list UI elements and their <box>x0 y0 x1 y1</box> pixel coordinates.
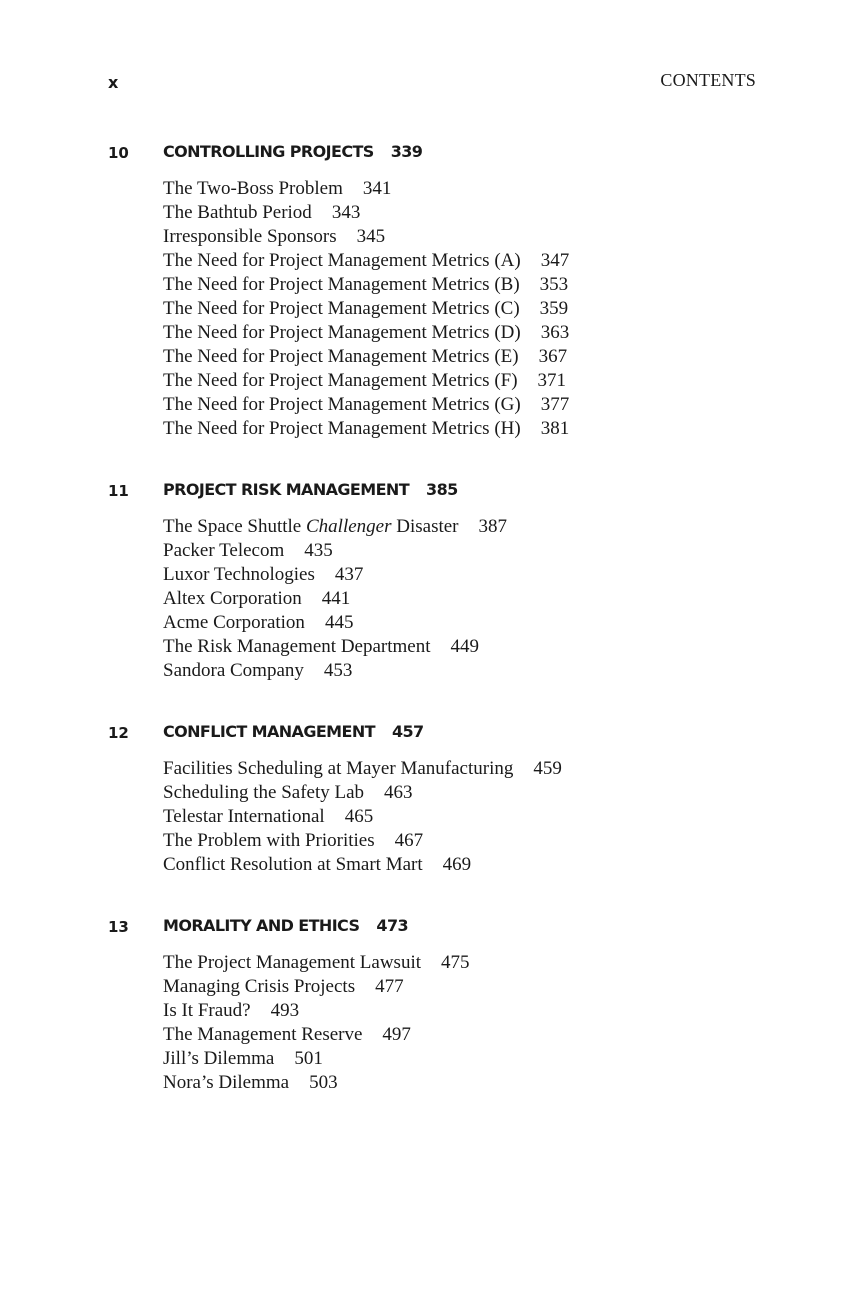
chapter-title: MORALITY AND ETHICS <box>163 916 360 935</box>
toc-entry[interactable] <box>163 587 808 611</box>
entry-page: 469 <box>442 854 472 875</box>
entry-page: 475 <box>441 952 470 973</box>
toc-entry[interactable] <box>163 611 808 635</box>
toc-entry[interactable] <box>163 805 808 829</box>
entry-title: Facilities Scheduling at Mayer Manufacturing <box>163 758 514 779</box>
entry-page: 341 <box>362 178 392 199</box>
toc-entry[interactable] <box>163 273 808 297</box>
toc-entry[interactable] <box>163 999 808 1023</box>
toc-entry[interactable] <box>163 539 808 563</box>
toc-entry[interactable] <box>163 321 808 345</box>
entry-page: 343 <box>331 202 361 223</box>
chapter-heading[interactable] <box>108 720 808 744</box>
toc-entry[interactable] <box>163 659 808 683</box>
entry-title: Nora’s Dilemma <box>163 1072 290 1093</box>
entry-title: Sandora Company <box>163 660 304 681</box>
entry-title: Acme Corporation <box>163 612 305 633</box>
chapter-12 <box>108 720 808 877</box>
chapter-page: 457 <box>391 722 424 741</box>
chapter-11 <box>108 478 808 683</box>
entry-title: The Need for Project Management Metrics (D) <box>163 322 521 343</box>
chapter-page: 385 <box>426 480 458 499</box>
entry-page: 501 <box>294 1048 323 1069</box>
toc-entry[interactable] <box>163 225 808 249</box>
toc-entry[interactable] <box>163 829 808 853</box>
entry-title: The Need for Project Management Metrics (F) <box>163 370 518 391</box>
entry-page: 345 <box>356 226 386 247</box>
entry-page: 371 <box>537 370 567 391</box>
entry-title: Jill’s Dilemma <box>163 1048 275 1069</box>
entry-page: 445 <box>324 612 354 633</box>
chapter-title: CONFLICT MANAGEMENT <box>163 722 375 741</box>
entry-page: 381 <box>540 418 570 439</box>
entry-page: 441 <box>321 588 351 609</box>
entry-page: 493 <box>270 1000 300 1021</box>
entry-title: The Bathtub Period <box>163 202 312 223</box>
toc-entry[interactable] <box>163 1047 808 1071</box>
toc-entry[interactable] <box>163 853 808 877</box>
entry-page: 467 <box>394 830 424 851</box>
entry-list <box>163 951 808 1095</box>
entry-title: Irresponsible Sponsors <box>163 226 337 247</box>
entry-page: 463 <box>384 782 413 803</box>
chapter-heading[interactable] <box>108 914 808 938</box>
chapter-number: 11 <box>108 482 129 500</box>
entry-page: 363 <box>540 322 570 343</box>
toc-entry[interactable] <box>163 249 808 273</box>
entry-title: The Need for Project Management Metrics (B) <box>163 274 520 295</box>
chapter-page: 339 <box>390 142 423 161</box>
entry-page: 347 <box>540 250 570 271</box>
entry-title: The Project Management Lawsuit <box>163 952 422 973</box>
toc-entry[interactable] <box>163 781 808 805</box>
entry-title: The Risk Management Department <box>163 636 431 657</box>
entry-page: 367 <box>538 346 568 367</box>
entry-title: Telestar International <box>163 806 325 827</box>
entry-title: The Need for Project Management Metrics (E) <box>163 346 519 367</box>
entry-title: Managing Crisis Projects <box>163 976 356 997</box>
entry-page: 377 <box>540 394 570 415</box>
entry-title: Packer Telecom <box>163 540 285 561</box>
chapter-title-line <box>163 480 458 499</box>
chapter-number: 13 <box>108 918 129 936</box>
chapter-13 <box>108 914 808 1095</box>
chapter-title-line <box>163 722 424 741</box>
chapter-title: CONTROLLING PROJECTS <box>163 142 374 161</box>
entry-title: The Problem with Priorities <box>163 830 375 851</box>
running-title: CONTENTS <box>660 70 756 90</box>
entry-title: Conflict Resolution at Smart Mart <box>163 854 423 875</box>
toc-entry[interactable] <box>163 951 808 975</box>
entry-title-italic: Challenger <box>306 516 392 537</box>
chapter-title-line <box>163 142 422 161</box>
chapter-10 <box>108 140 808 441</box>
chapter-heading[interactable] <box>108 140 808 164</box>
entry-list <box>163 515 808 683</box>
entry-title: The Need for Project Management Metrics (C) <box>163 298 520 319</box>
entry-list <box>163 177 808 441</box>
toc-entry[interactable] <box>163 563 808 587</box>
entry-title: The Need for Project Management Metrics (A) <box>163 250 521 271</box>
entry-page: 477 <box>375 976 404 997</box>
chapter-title-line <box>163 916 408 935</box>
entry-title: The Need for Project Management Metrics (H) <box>163 418 521 439</box>
toc-entry[interactable] <box>163 345 808 369</box>
entry-title: Luxor Technologies <box>163 564 315 585</box>
chapter-heading[interactable] <box>108 478 808 502</box>
toc-entry[interactable] <box>163 1071 808 1095</box>
entry-title: The Two-Boss Problem <box>163 178 343 199</box>
toc-entry[interactable] <box>163 369 808 393</box>
toc-entry[interactable] <box>163 1023 808 1047</box>
toc-entry[interactable] <box>163 417 808 441</box>
entry-page: 387 <box>478 516 508 537</box>
entry-page: 459 <box>533 758 562 779</box>
entry-page: 435 <box>304 540 333 561</box>
page-number: x <box>108 73 119 92</box>
toc-entry[interactable] <box>163 515 808 539</box>
entry-title-part: Disaster <box>391 516 459 537</box>
chapter-number: 10 <box>108 144 129 162</box>
chapter-page: 473 <box>376 916 409 935</box>
running-head <box>108 70 756 94</box>
entry-list <box>163 757 808 877</box>
chapter-number: 12 <box>108 724 129 742</box>
entry-title-part: The Space Shuttle <box>163 516 306 537</box>
toc-entry[interactable] <box>163 757 808 781</box>
entry-page: 353 <box>539 274 569 295</box>
entry-page: 497 <box>382 1024 411 1045</box>
toc-entry[interactable] <box>163 635 808 659</box>
toc-entry[interactable] <box>163 297 808 321</box>
entry-title: The Management Reserve <box>163 1024 363 1045</box>
entry-page: 465 <box>344 806 374 827</box>
entry-title: Scheduling the Safety Lab <box>163 782 365 803</box>
entry-page: 453 <box>323 660 353 681</box>
entry-title: Altex Corporation <box>163 588 302 609</box>
entry-page: 503 <box>309 1072 338 1093</box>
entry-title: Is It Fraud? <box>163 1000 251 1021</box>
toc-entry[interactable] <box>163 177 808 201</box>
entry-page: 437 <box>334 564 364 585</box>
toc-entry[interactable] <box>163 975 808 999</box>
toc-entry[interactable] <box>163 201 808 225</box>
entry-page: 449 <box>450 636 480 657</box>
toc-entry[interactable] <box>163 393 808 417</box>
chapter-title: PROJECT RISK MANAGEMENT <box>163 480 410 499</box>
entry-page: 359 <box>539 298 569 319</box>
entry-title: The Need for Project Management Metrics (G) <box>163 394 521 415</box>
